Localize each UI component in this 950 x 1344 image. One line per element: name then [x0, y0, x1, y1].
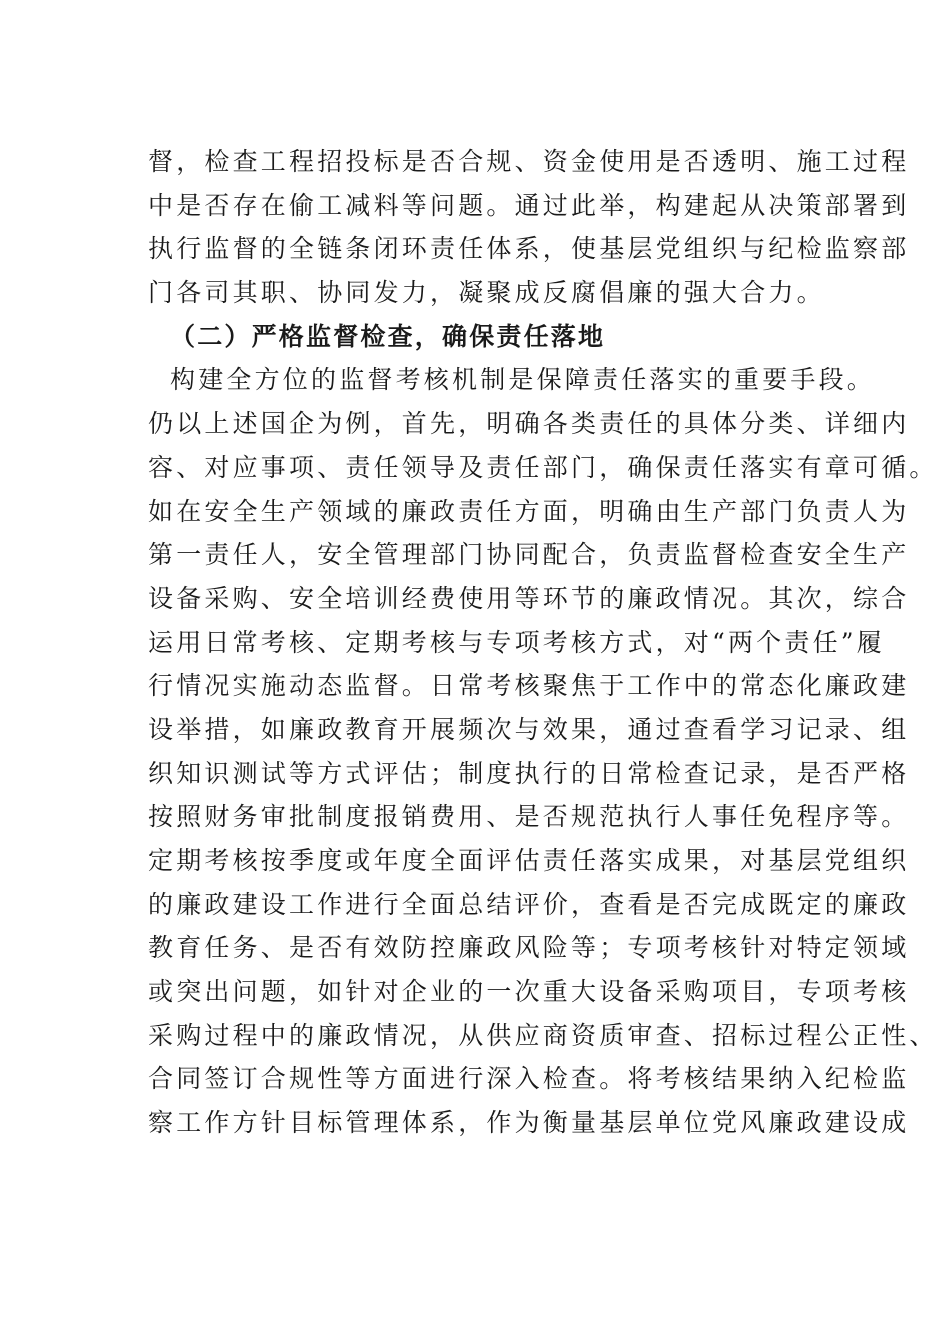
text-line: 门各司其职、协同发力，凝聚成反腐倡廉的强大合力。 [148, 278, 825, 308]
text-line: 构建全方位的监督考核机制是保障责任落实的重要手段。 [170, 365, 876, 395]
body-text [148, 140, 938, 1145]
text-line: 中是否存在偷工减料等问题。通过此举，构建起从决策部署到 [148, 190, 910, 220]
text-line: 织知识测试等方式评估；制度执行的日常检查记录，是否严格 [148, 758, 910, 788]
text-line: 设举措，如廉政教育开展频次与效果，通过查看学习记录、组 [148, 714, 910, 744]
text-line: 如在安全生产领域的廉政责任方面，明确由生产部门负责人为 [148, 496, 910, 526]
text-line: 行情况实施动态监督。日常考核聚焦于工作中的常态化廉政建 [148, 671, 910, 701]
text-line: 合同签订合规性等方面进行深入检查。将考核结果纳入纪检监 [148, 1064, 910, 1094]
text-line: 察工作方针目标管理体系，作为衡量基层单位党风廉政建设成 [148, 1108, 910, 1138]
text-line: 按照财务审批制度报销费用、是否规范执行人事任免程序等。 [148, 802, 910, 832]
text-line: 仍以上述国企为例，首先，明确各类责任的具体分类、详细内 [148, 409, 910, 439]
text-line: 教育任务、是否有效防控廉政风险等；专项考核针对特定领域 [148, 933, 910, 963]
text-line: 运用日常考核、定期考核与专项考核方式，对“两个责任”履 [148, 627, 885, 657]
section-heading: （二）严格监督检查，确保责任落地 [170, 321, 606, 351]
text-line: 设备采购、安全培训经费使用等环节的廉政情况。其次，综合 [148, 583, 910, 613]
text-line: 的廉政建设工作进行全面总结评价，查看是否完成既定的廉政 [148, 889, 910, 919]
text-line: 执行监督的全链条闭环责任体系，使基层党组织与纪检监察部 [148, 234, 910, 264]
text-line: 容、对应事项、责任领导及责任部门，确保责任落实有章可循。 [148, 452, 938, 482]
text-line: 第一责任人，安全管理部门协同配合，负责监督检查安全生产 [148, 540, 910, 570]
text-line: 或突出问题，如针对企业的一次重大设备采购项目，专项考核 [148, 977, 910, 1007]
text-line: 督，检查工程招投标是否合规、资金使用是否透明、施工过程 [148, 147, 910, 176]
text-line: 定期考核按季度或年度全面评估责任落实成果，对基层党组织 [148, 846, 910, 875]
text-line: 采购过程中的廉政情况，从供应商资质审查、招标过程公正性、 [148, 1020, 938, 1050]
